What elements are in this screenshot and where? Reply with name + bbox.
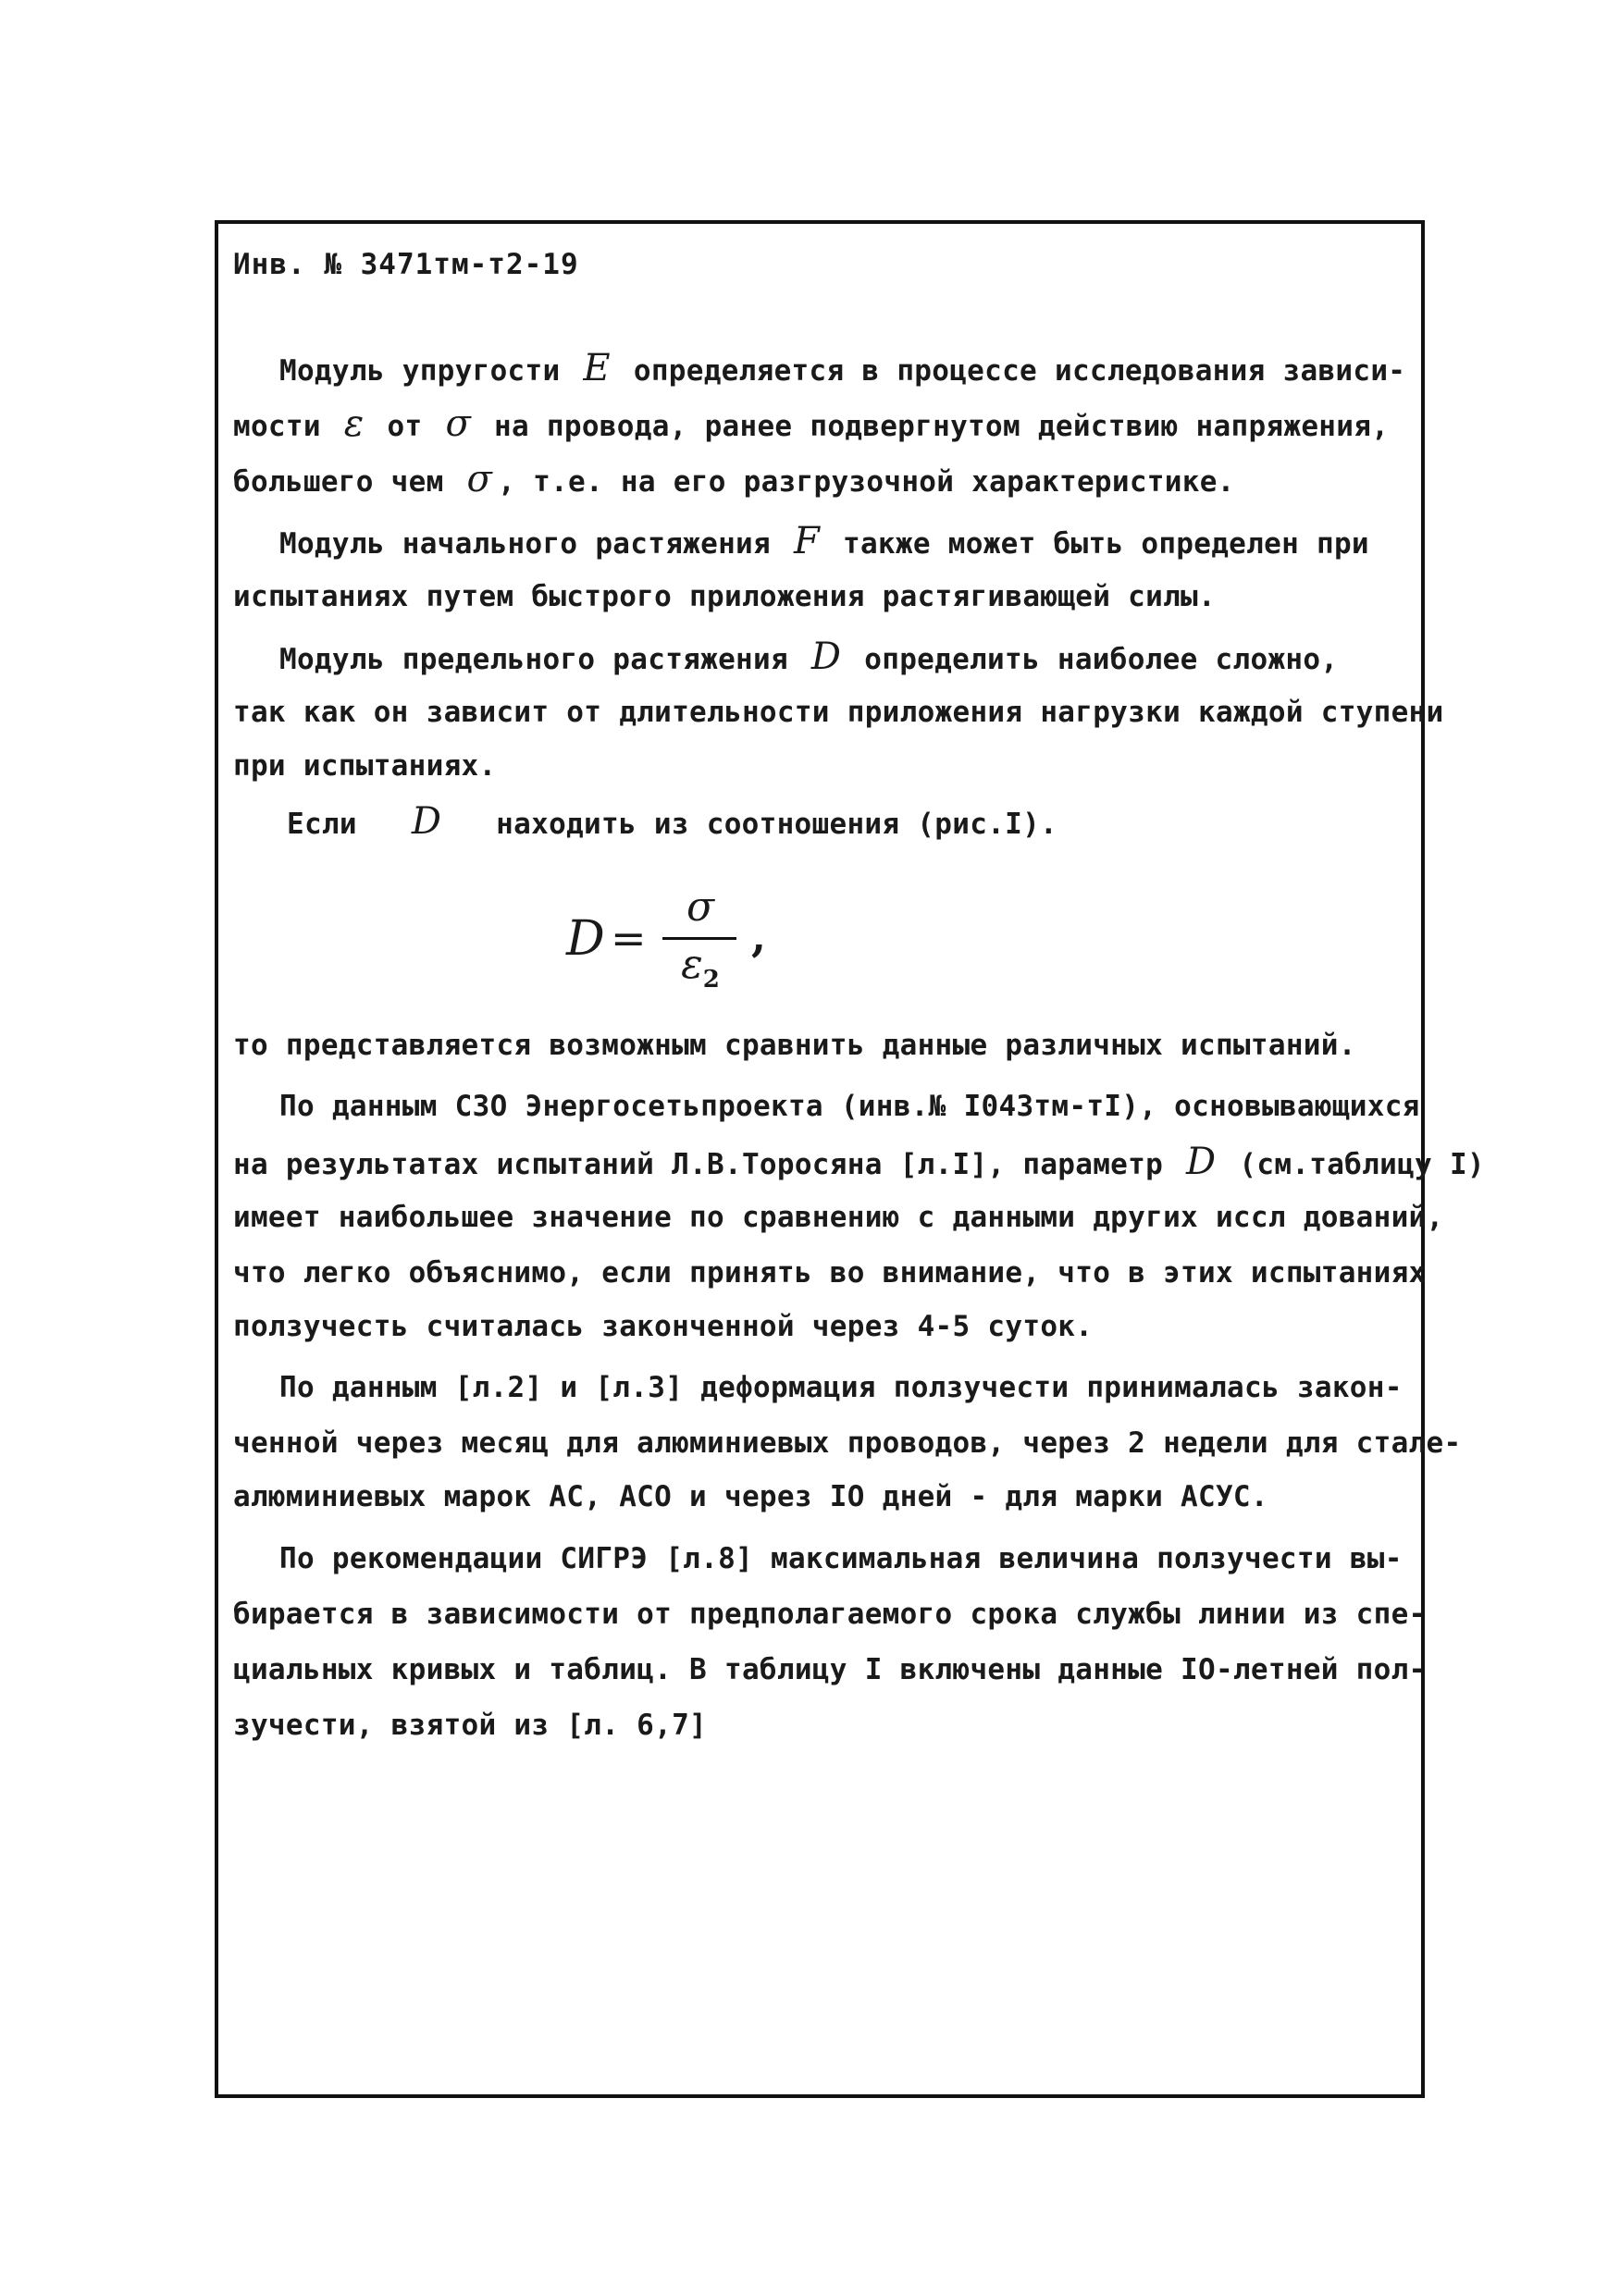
- symbol-D: D: [810, 636, 842, 678]
- text-run: Если: [287, 808, 357, 841]
- p7-line-2: ченной через месяц для алюминиевых проводов, через 2 недели для стале-: [233, 1426, 1462, 1460]
- text-run: (см.таблицу I): [1239, 1148, 1485, 1181]
- p6-line-5: ползучесть считалась законченной через 4-5 суток.: [233, 1310, 1094, 1343]
- p2-line-2: испытаниях путем быстрого приложения растягивающей силы.: [233, 580, 1216, 613]
- symbol-F: F: [793, 520, 821, 562]
- p8-line-1: По рекомендации СИГРЭ [л.8] максимальная величина ползучести вы-: [279, 1542, 1403, 1575]
- text-run: определить наиболее сложно,: [864, 643, 1339, 676]
- formula-comma: ,: [751, 911, 767, 961]
- symbol-D: D: [411, 800, 442, 843]
- formula-den-symbol: ε: [681, 941, 703, 988]
- symbol-sigma: σ: [466, 458, 493, 500]
- p4-line-1: [287, 800, 1058, 843]
- p6-line-4: что легко объяснимо, если принять во внимание, что в этих испытаниях: [233, 1256, 1427, 1290]
- text-run: определяется в процессе исследования зависи-: [633, 354, 1406, 388]
- symbol-sigma: σ: [445, 402, 472, 445]
- p8-line-3: циальных кривых и таблиц. В таблицу I включены данные IO-летней пол-: [233, 1653, 1427, 1686]
- symbol-D: D: [1186, 1141, 1217, 1183]
- p5-line-1: то представляется возможным сравнить данные различных испытаний.: [233, 1029, 1356, 1062]
- symbol-epsilon: ε: [343, 402, 365, 445]
- p8-line-2: бирается в зависимости от предполагаемого срока службы линии из спе-: [233, 1598, 1427, 1631]
- text-run: Модуль начального растяжения: [279, 527, 771, 561]
- text-run: большего чем: [233, 465, 444, 499]
- p7-line-1: По данным [л.2] и [л.3] деформация ползучести принималась закон-: [279, 1371, 1403, 1404]
- formula-equals: =: [611, 913, 647, 963]
- p8-line-4: зучести, взятой из [л. 6,7]: [233, 1709, 708, 1742]
- p1-line-3: [233, 458, 1235, 500]
- p1-line-2: [233, 402, 1390, 445]
- formula-denominator: [668, 941, 733, 994]
- p7-line-3: алюминиевых марок АС, АСО и через IO дней - для марки АСУС.: [233, 1480, 1268, 1513]
- formula-lhs: D: [566, 911, 605, 967]
- p3-line-2: так как он зависит от длительности приложения нагрузки каждой ступени: [233, 696, 1444, 729]
- text-run: также может быть определен при: [842, 527, 1369, 561]
- inventory-number: Инв. № 3471тм-т2-19: [233, 248, 579, 281]
- text-run: мости: [233, 410, 321, 443]
- text-run: на результатах испытаний Л.В.Торосяна [л.I], параметр: [233, 1148, 1164, 1181]
- formula-numerator: σ: [686, 883, 715, 931]
- p3-line-3: при испытаниях.: [233, 749, 497, 783]
- formula-d-equals-sigma-over-eps2: [566, 883, 807, 994]
- p6-line-3: имеет наибольшее значение по сравнению с данными других иссл дований,: [233, 1201, 1444, 1234]
- text-run: от: [387, 410, 423, 443]
- p6-line-1: По данным СЗО Энергосетьпроекта (инв.№ I043тм-тI), основывающихся: [279, 1090, 1420, 1123]
- p3-line-1: [279, 638, 1338, 678]
- p2-line-1: [279, 520, 1369, 562]
- text-run: находить из соотношения (рис.I).: [496, 808, 1058, 841]
- text-run: Модуль упругости: [279, 354, 561, 388]
- formula-den-subscript: 2: [702, 965, 720, 994]
- text-run: , т.е. на его разгрузочной характеристике.: [498, 465, 1235, 499]
- p1-line-1: [279, 347, 1406, 389]
- fraction-bar: [662, 937, 736, 940]
- text-run: на провода, ранее подвергнутом действию напряжения,: [494, 410, 1390, 443]
- p6-line-2: [233, 1143, 1485, 1183]
- text-run: Модуль предельного растяжения: [279, 643, 788, 676]
- symbol-E: E: [583, 347, 611, 389]
